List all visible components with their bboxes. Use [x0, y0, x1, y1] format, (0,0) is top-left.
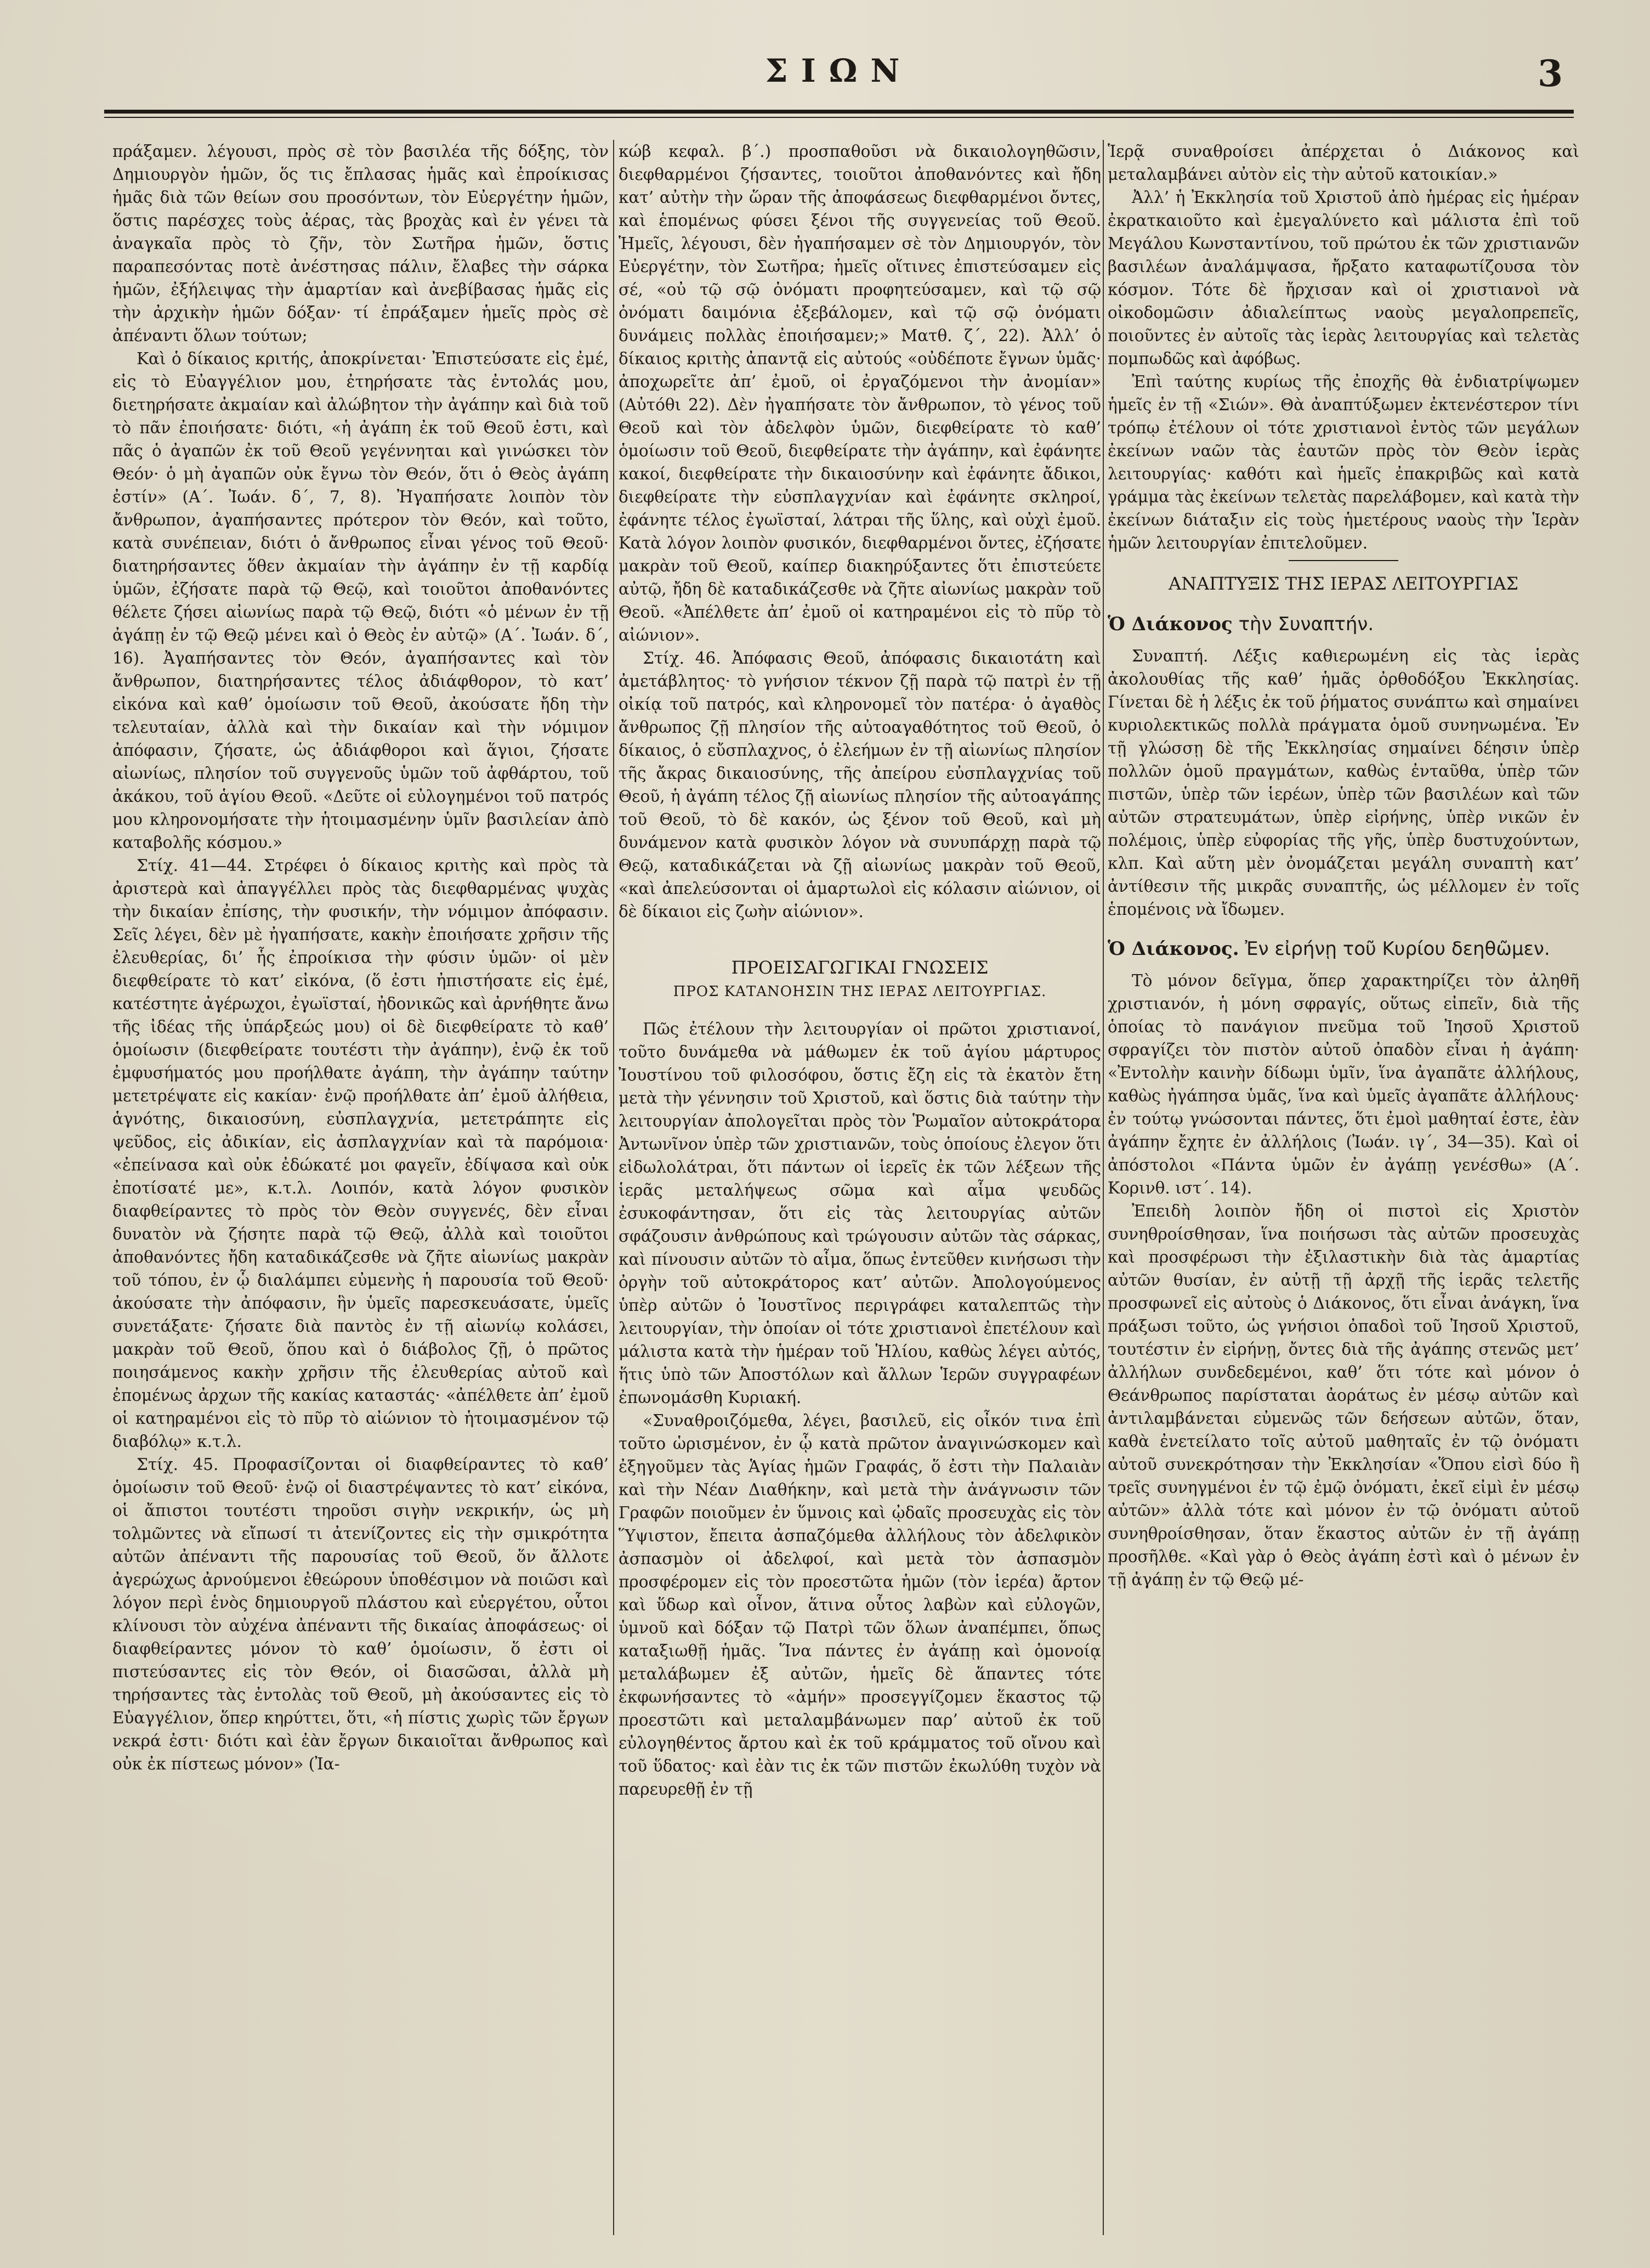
- paragraph: «Συναθροιζόμεθα, λέγει, βασιλεῦ, εἰς οἶκόν τινα ἐπὶ τοῦτο ὡρισμένον, ἐν ᾧ κατὰ πρῶτον ἀναγινώσκομεν καὶ ἐξηγοῦμεν τὰς Ἁγίας ἡμῶν Γραφάς, ὅ ἐστι τὴν Παλαιὰν καὶ τὴν Νέαν Διαθήκην, καὶ μετὰ τὴν ἀνάγνωσιν τῶν Γραφῶν ποιοῦμεν ἐν ὕμνοις καὶ ᾠδαῖς προσευχὰς εἰς τὸν Ὕψιστον, ἔπειτα ἀσπαζόμεθα ἀλλήλους τὸν ἀδελφικὸν ἀσπασμὸν οἱ ἀδελφοί, καὶ μετὰ τὸν ἀσπασμὸν προσφέρομεν εἰς τὸν προεστῶτα ἡμῶν (τὸν ἱερέα) ἄρτον καὶ ὕδωρ καὶ οἶνον, ἅτινα οὗτος λαβὼν καὶ εὐλογῶν, ὑμνοῦ καὶ δόξαν τῷ Πατρὶ τῶν ὅλων ἀναπέμπει, ὅπως καταξιωθῇ ἡμᾶς. Ἵνα πάντες ἐν ἀγάπῃ καὶ ὁμονοίᾳ μεταλάβωμεν ἐξ αὐτῶν, ἡμεῖς δὲ ἅπαντες τότε ἐκφωνήσαντες τὸ «ἀμήν» προσεγγίζομεν ἕκαστος τῷ προεστῶτι καὶ μεταλαμβάνωμεν παρ’ αὐτοῦ ἐκ τοῦ εὐλογηθέντος ἄρτου καὶ ἐκ τοῦ κράμματος τοῦ οἴνου καὶ τοῦ ὕδατος· καὶ ἐὰν τις ἐκ τῶν πιστῶν ἐκωλύθη τυχὸν νὰ παρευρεθῇ ἐν τῇ: [619, 1411, 1101, 1798]
- deacon-label: Ὁ Διάκονος: [1108, 613, 1233, 635]
- column-divider-1: [613, 140, 614, 2235]
- handwritten-insert: τὴν Συναπτήν.: [1238, 613, 1374, 635]
- paragraph: Στίχ. 45. Προφασίζονται οἱ διαφθείραντες τὸ καθ’ ὁμοίωσιν τοῦ Θεοῦ· ἐνῷ οἱ διαστρέψαντες τὸ κατ’ εἰκόνα, οἱ ἄπιστοι τουτέστι τηροῦσι σιγὴν νεκρικήν, ὡς μὴ τολμῶντες νὰ εἴπωσί τι ἀτενίζοντες εἰς τὴν σμικρότητα αὐτῶν ἀπέναντι τῆς παρουσίας τοῦ Θεοῦ, ὅν ἄλλοτε ἀγερώχως ἀρνούμενοι ἐθεώρουν ὑποθέσιμον νὰ ποιῶσι καὶ λόγον περὶ ἑνὸς δημιουργοῦ πλάστου καὶ εὐεργέτου, οὗτοι κλίνουσι τὸν αὐχένα ἀπέναντι τῆς δικαίας ἀποφάσεως· οἱ διαφθείραντες μόνον τὸ καθ’ ὁμοίωσιν, ὅ ἐστι οἱ πιστεύσαντες εἰς τὸν Θεόν, οἱ διασῶσαι, ἀλλὰ μὴ τηρήσαντες τὰς ἐντολὰς τοῦ Θεοῦ, μὴ ἀκούσαντες εἰς τὸ Εὐαγγέλιον, ὅπερ κηρύττει, ὅτι, «ἡ πίστις χωρὶς τῶν ἔργων νεκρά ἐστι· διότι καὶ ἐὰν ἔργων δικαιοῖται ἄνθρωπος καὶ οὐκ ἐκ πίστεως μόνον» (Ἰα-: [112, 1455, 609, 1773]
- paragraph: Συναπτή. Λέξις καθιερωμένη εἰς τὰς ἱερὰς ἀκολουθίας τῆς καθ’ ἡμᾶς ὀρθοδόξου Ἐκκλησίας. Γίνεται δὲ ἡ λέξις ἐκ τοῦ ῥήματος συνάπτω καὶ σημαίνει κυριολεκτικῶς πολλὰ πράγματα ὁμοῦ συνηνωμένα. Ἐν τῇ γλώσσῃ δὲ τῆς Ἐκκλησίας σημαίνει δέησιν ὑπὲρ πολλῶν ὁμοῦ πραγμάτων, καθὼς ἐνταῦθα, ὑπὲρ τῶν πιστῶν, ὑπὲρ τῶν ἱερέων, ὑπὲρ τῶν βασιλέων καὶ τῶν αὐτῶν στρατευμάτων, ὑπὲρ εἰρήνης, ὑπὲρ νικῶν ἐν πολέμοις, ὑπὲρ εὐφορίας τῆς γῆς, ὑπὲρ δυστυχούντων, κλπ. Καὶ αὕτη μὲν ὀνομάζεται μεγάλη συναπτὴ κατ’ ἀντίθεσιν τῆς μικρᾶς συναπτῆς, ὡς μέλλομεν ἐν τοῖς ἑπομένοις νὰ ἴδωμεν.: [1108, 647, 1579, 919]
- section-heading: ΠΡΟΕΙΣΑΓΩΓΙΚΑΙ ΓΝΩΣΕΙΣ: [731, 957, 989, 978]
- paragraph: Καὶ ὁ δίκαιος κριτής, ἀποκρίνεται· Ἐπιστεύσατε εἰς ἐμέ, εἰς τὸ Εὐαγγέλιον μου, ἐτηρήσατε τὰς ἐντολάς μου, διετηρήσατε ἀκμαίαν καὶ ἀλώβητον τὴν ἀγάπην καὶ διὰ τοῦ τὸ πᾶν ἐποιήσατε· διότι, «ἡ ἀγάπη ἐκ τοῦ Θεοῦ ἐστι, καὶ πᾶς ὁ ἀγαπῶν ἐκ τοῦ Θεοῦ γεγέννηται καὶ γινώσκει τὸν Θεόν· ὁ μὴ ἀγαπῶν οὐκ ἔγνω τὸν Θεόν, ὅτι ὁ Θεὸς ἀγάπη ἐστίν» (Α΄. Ἰωάν. δ΄, 7, 8). Ἠγαπήσατε λοιπὸν τὸν ἄνθρωπον, ἀγαπήσαντες πρότερον τὸν Θεόν, καὶ τοῦτο, κατὰ συνέπειαν, διότι ὁ ἄνθρωπος εἶναι γένος τοῦ Θεοῦ· διατηρήσαντες ὅθεν ἀκμαίαν τὴν ἀγάπην ἐν τῇ καρδίᾳ ὑμῶν, ἐζήσατε παρὰ τῷ Θεῷ, καὶ τοιοῦτοι ἀποθανόντες θέλετε ζήσει αἰωνίως παρὰ τῷ Θεῷ, διότι «ὁ μένων ἐν τῇ ἀγάπῃ ἐν τῷ Θεῷ μένει καὶ ὁ Θεὸς ἐν αὐτῷ» (Α΄. Ἰωάν. δ΄, 16). Ἀγαπήσαντες τὸν Θεόν, ἀγαπήσαντες καὶ τὸν ἄνθρωπον, διατηρήσαντες τέλος ἀδιάφθορον, τὸ κατ’ εἰκόνα καὶ καθ’ ὁμοίωσιν τοῦ Θεοῦ, ἀκούσατε ἤδη τὴν τελευταίαν, ἀλλὰ καὶ τὴν δικαίαν καὶ τὴν νόμιμον ἀπόφασιν, ζήσατε, ὡς ἀδιάφθοροι καὶ ἅγιοι, ζήσατε αἰωνίως, πλησίον τοῦ συγγενοῦς ὑμῶν τοῦ ἀφθάρτου, τοῦ ἀκάκου, τοῦ ἁγίου Θεοῦ. «Δεῦτε οἱ εὐλογημένοι τοῦ πατρός μου κληρονομήσατε τὴν ἡτοιμασμένην ὑμῖν βασιλείαν ἀπὸ καταβολῆς κόσμου.»: [112, 349, 609, 852]
- column-3: [1108, 140, 1579, 2241]
- section-heading: ΑΝΑΠΤΥΞΙΣ ΤΗΣ ΙΕΡΑΣ ΛΕΙΤΟΥΡΓΙΑΣ: [1169, 573, 1518, 594]
- masthead-rule-thick: [104, 110, 1574, 114]
- handwritten-insert: Ἐν εἰρήνῃ τοῦ Κυρίου δεηθῶμεν.: [1245, 938, 1550, 960]
- section-subheading: ΠΡΟΣ ΚΑΤΑΝΟΗΣΙΝ ΤΗΣ ΙΕΡΑΣ ΛΕΙΤΟΥΡΓΙΑΣ.: [673, 983, 1047, 1000]
- paragraph: Στίχ. 46. Ἀπόφασις Θεοῦ, ἀπόφασις δικαιοτάτη καὶ ἀμετάβλητος· τὸ γνήσιον τέκνον ζῇ παρὰ τῷ πατρὶ ἐν τῇ οἰκίᾳ τοῦ πατρός, καὶ κληρονομεῖ τὸν πατέρα· ὁ ἀγαθὸς ἄνθρωπος ζῇ πλησίον τῆς αὐτοαγαθότητος τοῦ Θεοῦ, ὁ δίκαιος, ὁ εὔσπλαχνος, ὁ ἐλεήμων ἐν τῇ αἰωνίως πλησίον τῆς ἄκρας δικαιοσύνης, τῆς ἀπείρου εὐσπλαγχνίας τοῦ Θεοῦ, ἡ ἀγάπη τέλος ζῇ αἰωνίως πλησίον τῆς αὐτοαγάπης τοῦ Θεοῦ, τὸ δὲ κακόν, ὡς ξένον τοῦ Θεοῦ, καὶ μὴ δυνάμενον κατὰ φυσικὸν λόγον νὰ συνυπάρχῃ παρὰ τῷ Θεῷ, καταδικάζεται νὰ ζῇ αἰωνίως μακρὰν τοῦ Θεοῦ, «καὶ ἀπελεύσονται οἱ ἁμαρτωλοὶ εἰς κόλασιν αἰώνιον, οἱ δὲ δίκαιοι εἰς ζωὴν αἰώνιον».: [619, 649, 1101, 921]
- paragraph: Ἐπὶ ταύτης κυρίως τῆς ἐποχῆς θὰ ἐνδιατρίψωμεν ἡμεῖς ἐν τῇ «Σιών». Θὰ ἀναπτύξωμεν ἐκτενέστερον τίνι τρόπῳ ἐτέλουν οἱ τότε χριστιανοὶ ἐντὸς τῶν μεγάλων ἐκείνων ναῶν τὰς ἑαυτῶν πρὸς τὸν Θεὸν ἱερὰς λειτουργίας· καθότι καὶ ἡμεῖς ἐπακριβῶς καὶ κατὰ γράμμα τὰς ἐκείνων τελετὰς παρελάβομεν, καὶ κατὰ τὴν ἐκείνων διάταξιν εἰς τοὺς ἡμετέρους ναοὺς τὴν Ἱερὰν ἡμῶν λειτουργίαν ἐπιτελοῦμεν.: [1108, 372, 1579, 552]
- divider: [1289, 560, 1398, 561]
- paragraph: Πῶς ἐτέλουν τὴν λειτουργίαν οἱ πρῶτοι χριστιανοί, τοῦτο δυνάμεθα νὰ μάθωμεν ἐκ τοῦ ἁγίου μάρτυρος Ἰουστίνου τοῦ φιλοσόφου, ὅστις ἔζη εἰς τὰ ἑκατὸν ἔτη μετὰ τὴν γέννησιν τοῦ Χριστοῦ, καὶ ὅστις διὰ ταύτην τὴν λειτουργίαν ἀπολογεῖται πρὸς τὸν Ῥωμαῖον αὐτοκράτορα Ἀντωνῖνον ὑπὲρ τῶν χριστιανῶν, τοὺς ὁποίους ἐλεγον ὅτι εἰδωλολάτραι, ὅτι πάντων οἱ ἱερεῖς ἐκ τῶν λέξεων τῆς ἱερᾶς μεταλήψεως σῶμα καὶ αἷμα ψευδῶς ἐσυκοφάντησαν, ὅτι εἰς τὰς λειτουργίας αὐτῶν σφάζουσιν ἀνθρώπους καὶ τρώγουσιν αὐτῶν τὰς σάρκας, καὶ πίνουσιν αὐτῶν τὸ αἷμα, ὅπως ἐντεῦθεν κινήσωσι τὴν ὀργὴν τοῦ αὐτοκράτορος κατ’ αὐτῶν. Ἀπολογούμενος ὑπὲρ αὐτῶν ὁ Ἰουστῖνος περιγράφει καταλεπτῶς τὴν λειτουργίαν, τὴν ὁποίαν οἱ τότε χριστιανοὶ ἐπετέλουν καὶ μάλιστα κατὰ τὴν ἡμέραν τοῦ Ἡλίου, καθὼς λέγει αὐτός, ἥτις ὑπὸ τῶν Ἀποστόλων καὶ ἄλλων Ἱερῶν συγγραφέων ἐπωνομάσθη Κυριακή.: [619, 1020, 1101, 1407]
- liturgy-subheading: [1108, 612, 1579, 637]
- masthead-rule-thin: [104, 117, 1574, 118]
- paragraph: Ἀλλ’ ἡ Ἐκκλησία τοῦ Χριστοῦ ἀπὸ ἡμέρας εἰς ἡμέραν ἐκρατκαιοῦτο καὶ ἐμεγαλύνετο καὶ μάλιστα ἐπὶ τοῦ Μεγάλου Κωνσταντίνου, τοῦ πρώτου ἐκ τῶν χριστιανῶν βασιλέων ἀναλάμψασα, ἤρξατο καταφωτίζουσα τὸν κόσμον. Τότε δὲ ἤρχισαν καὶ οἱ χριστιανοὶ νὰ οἰκοδομῶσιν ἀδιαλείπτως ναοὺς μεγαλοπρεπεῖς, ποιοῦντες ἐν αὐτοῖς τὰς ἱερὰς λειτουργίας καὶ τελετὰς πομπωδῶς καὶ ἀφόβως.: [1108, 188, 1579, 368]
- paragraph: κώβ κεφαλ. β΄.) προσπαθοῦσι νὰ δικαιολογηθῶσιν, διεφθαρμένοι ζήσαντες, τοιοῦτοι ἀποθανόντες καὶ ἤδη κατ’ αὐτὴν τὴν ὥραν τῆς ἀποφάσεως διεφθαρμένοι ὄντες, καὶ ἑπομένως φύσει ξένοι τῆς συγγενείας τοῦ Θεοῦ. Ἡμεῖς, λέγουσι, δὲν ἠγαπήσαμεν σὲ τὸν Δημιουργόν, τὸν Εὐεργέτην, τὸν Σωτῆρα; ἡμεῖς οἵτινες ἐπιστεύσαμεν εἰς σέ, «οὐ τῷ σῷ ὀνόματι προφητεύσαμεν, καὶ τῷ σῷ ὀνόματι δαιμόνια ἐξεβάλομεν, καὶ τῷ σῷ ὀνόματι δυνάμεις πολλὰς ἐποιήσαμεν;» Ματθ. ζ΄, 22). Ἀλλ’ ὁ δίκαιος κριτὴς ἀπαντᾷ εἰς αὐτούς «οὐδέποτε ἔγνων ὑμᾶς· ἀποχωρεῖτε ἀπ’ ἐμοῦ, οἱ ἐργαζόμενοι τὴν ἀνομίαν» (Αὐτόθι 22). Δὲν ἠγαπήσατε τὸν ἄνθρωπον, τὸ γένος τοῦ Θεοῦ καὶ τὸν ἀδελφὸν ὑμῶν, διεφθείρατε τὸ καθ’ ὁμοίωσιν τοῦ Θεοῦ, διεφθείρατε τὴν ἀγάπην, καὶ ἐφάνητε κακοί, διεφθείρατε τὴν δικαιοσύνην καὶ ἐφάνητε ἄδικοι, διεφθείρατε τὴν εὐσπλαγχνίαν καὶ ἐφάνητε σκληροί, ἐφάνητε τέλος ἐγωϊσταί, λάτραι τῆς ὕλης, καὶ οὐχὶ ἐμοῦ. Κατὰ λόγον λοιπὸν φυσικόν, διεφθαρμένοι ὄντες, ἐζήσατε μακρὰν τοῦ Θεοῦ, καίπερ διακηρύξαντες ὅτι ἐπιστεύετε αὐτῷ, ἤδη δὲ καταδικάζεσθε νὰ ζῆτε αἰωνίως μακρὰν τοῦ Θεοῦ. «Ἀπέλθετε ἀπ’ ἐμοῦ οἱ κατηραμένοι εἰς τὸ πῦρ τὸ αἰώνιον».: [619, 142, 1101, 644]
- column-divider-2: [1103, 140, 1104, 2235]
- paragraph: Τὸ μόνον δεῖγμα, ὅπερ χαρακτηρίζει τὸν ἀληθῆ χριστιανόν, ἡ μόνη σφραγίς, οὕτως εἰπεῖν, διὰ τῆς ὁποίας τὸ πανάγιον πνεῦμα τοῦ Ἰησοῦ Χριστοῦ σφραγίζει τὸν πιστὸν αὐτοῦ ὀπαδὸν εἶναι ἡ ἀγάπη· «Ἐντολὴν καινὴν δίδωμι ὑμῖν, ἵνα ἀγαπᾶτε ἀλλήλους, καθὼς ἠγάπησα ὑμᾶς, ἵνα καὶ ὑμεῖς ἀγαπᾶτε ἀλλήλους· ἐν τούτῳ γνώσονται πάντες, ὅτι ἐμοὶ μαθηταί ἐστε, ἐὰν ἀγάπην ἔχητε ἐν ἀλλήλοις (Ἰωάν. ιγ΄, 34—35). Καὶ οἱ ἀπόστολοι «Πάντα ὑμῶν ἐν ἀγάπῃ γενέσθω» (Α΄. Κορινθ. ιστ΄. 14).: [1108, 971, 1579, 1197]
- liturgy-subheading: [1108, 936, 1579, 962]
- column-1: [112, 140, 609, 2241]
- paragraph: Ἱερᾷ συναθροίσει ἀπέρχεται ὁ Διάκονος καὶ μεταλαμβάνει αὐτὸν εἰς τὴν αὐτοῦ κατοικίαν.»: [1108, 142, 1579, 184]
- masthead-title: ΣΙΩΝ: [765, 52, 913, 89]
- column-2: [619, 140, 1101, 2241]
- deacon-label: Ὁ Διάκονος.: [1108, 938, 1239, 960]
- masthead: [104, 52, 1574, 123]
- paragraph: Ἐπειδὴ λοιπὸν ἤδη οἱ πιστοὶ εἰς Χριστὸν συνηθροίσθησαν, ἵνα ποιήσωσι τὰς αὐτῶν προσευχὰς καὶ προσφέρωσι τὴν ἐξιλαστικὴν διὰ τὰς ἁμαρτίας αὐτῶν θυσίαν, ἐν αὐτῇ τῇ ἀρχῇ τῆς ἱερᾶς τελετῆς προσφωνεῖ εἰς αὐτοὺς ὁ Διάκονος, ὅτι εἶναι ἀνάγκη, ἵνα πράξωσι τοῦτο, ὡς γνήσιοι ὀπαδοὶ τοῦ Ἰησοῦ Χριστοῦ, τουτέστιν ἐν εἰρήνῃ, ὄντες διὰ τῆς ἀγάπης στενῶς μετ’ ἀλλήλων συνδεδεμένοι, καθ’ ὅτι τότε καὶ μόνον ὁ Θεάνθρωπος παρίσταται ἀοράτως ἐν μέσῳ αὐτῶν καὶ ἀντιλαμβάνεται εὐμενῶς τῶν δεήσεων αὐτῶν, ὅταν, καθὰ ἐνετείλατο τοῖς αὐτοῦ μαθηταῖς ἐν τῷ ὀνόματι αὐτοῦ συνεκρότησαν τὴν Ἐκκλησίαν «Ὅπου εἰσὶ δύο ἢ τρεῖς συνηγμένοι ἐν τῷ ἐμῷ ὀνόματι, ἐκεῖ εἰμὶ ἐν μέσῳ αὐτῶν» ἀλλὰ τότε καὶ μόνον ἐν τῷ ὀνόματι αὐτοῦ συνηθροίσθησαν, ὅταν ἕκαστος αὐτῶν ἐν τῇ ἀγάπῃ προσῆλθε. «Καὶ γὰρ ὁ Θεὸς ἀγάπη ἐστὶ καὶ ὁ μένων ἐν τῇ ἀγάπῃ ἐν τῷ Θεῷ μέ-: [1108, 1202, 1579, 1589]
- page-number: 3: [1538, 52, 1563, 95]
- paragraph: πράξαμεν. λέγουσι, πρὸς σὲ τὸν βασιλέα τῆς δόξης, τὸν Δημιουργὸν ἡμῶν, ὅς τις ἔπλασας ἡμᾶς καὶ ἐπροίκισας ἡμᾶς διὰ τῶν θείων σου προσόντων, τὸν Εὐεργέτην ἡμῶν, ὅστις παρέσχες τοὺς ἀέρας, τὰς βροχὰς καὶ ἐν γένει τὰ ἀναγκαῖα πρὸς τὸ ζῆν, τὸν Σωτῆρα ἡμῶν, ὅστις παραπεσόντας ποτὲ ἀνέστησας πάλιν, ἔλαβες τὴν σάρκα ἡμῶν, ἐξήλειψας τὴν ἁμαρτίαν καὶ ἀνεβίβασας ἡμᾶς εἰς τὴν ἀρχικὴν ἡμῶν δόξαν· τί ἐπράξαμεν ἡμεῖς πρὸς σὲ ἀπέναντι ὅλων τούτων;: [112, 142, 609, 345]
- paragraph: Στίχ. 41—44. Στρέφει ὁ δίκαιος κριτὴς καὶ πρὸς τὰ ἀριστερὰ καὶ ἀπαγγέλλει πρὸς τὰς διεφθαρμένας ψυχὰς τὴν δικαίαν ἐπίσης, τὴν φυσικήν, τὴν νόμιμον ἀπόφασιν. Σεῖς λέγει, δὲν μὲ ἠγαπήσατε, κακὴν ἐποιήσατε χρῆσιν τῆς ἐλευθερίας, δι’ ἧς ἐπροίκισα τὴν φύσιν ὑμῶν· οἱ μὲν διεφθείρατε τὸ κατ’ εἰκόνα, (ὅ ἐστι ἠπιστήσατε εἰς ἐμέ, κατέστητε ἀγέρωχοι, ἐγωϊσταί, ἠδονικῶς καὶ ἀρνήθητε ἄνω τῆς ἰδέας τῆς ὑπάρξεώς μου) οἱ δὲ διεφθείρατε τὸ καθ’ ὁμοίωσιν (διεφθείρατε τουτέστι τὴν ἀγάπην), ἐνῷ ἐκ τοῦ ἐμφυσήματός μου προήλθατε ἀγάπη, τὴν ἀγάπην ταύτην μετετρέψατε εἰς κακίαν· ἐνῷ προήλθατε ἀπ’ ἐμοῦ ἀλήθεια, ἁγνότης, δικαιοσύνη, εὐσπλαγχνία, μετετράπητε εἰς ψεῦδος, εἰς ἀδικίαν, εἰς ἀσπλαγχνίαν καὶ τὰ παρόμοια· «ἐπείνασα καὶ οὐκ ἐδώκατέ μοι φαγεῖν, ἐδίψασα καὶ οὐκ ἐποτίσατέ με», κ.τ.λ. Λοιπόν, κατὰ λόγον φυσικὸν διαφθείραντες τὸ πρὸς τὸν Θεὸν συγγενές, δὲν εἶναι δυνατὸν νὰ ζήσητε παρὰ τῷ Θεῷ, ἀλλὰ καὶ τοιοῦτοι ἀποθανόντες ἤδη καταδικάζεσθε νὰ ζῆτε αἰωνίως μακρὰν τοῦ τόπου, ἐν ᾧ διαλάμπει εὐμενὴς ἡ παρουσία τοῦ Θεοῦ· ἀκούσατε τὴν ἀπόφασιν, ἣν ὑμεῖς παρεσκευάσατε, ὑμεῖς συνετάξατε· ζήσατε διὰ παντὸς ἐν τῇ αἰωνίῳ κολάσει, μακρὰν τοῦ Θεοῦ, ὅπου καὶ ὁ διάβολος ζῇ, ὁ πρῶτος ποιησάμενος κακὴν χρῆσιν τῆς ἐλευθερίας αὐτοῦ καὶ ἐπομένως ἀρχων τῆς κακίας καταστάς· «ἀπέλθετε ἀπ’ ἐμοῦ οἱ κατηραμένοι εἰς τὸ πῦρ τὸ αἰώνιον τὸ ἡτοιμασμένον τῷ διαβόλῳ» κ.τ.λ.: [112, 856, 609, 1451]
